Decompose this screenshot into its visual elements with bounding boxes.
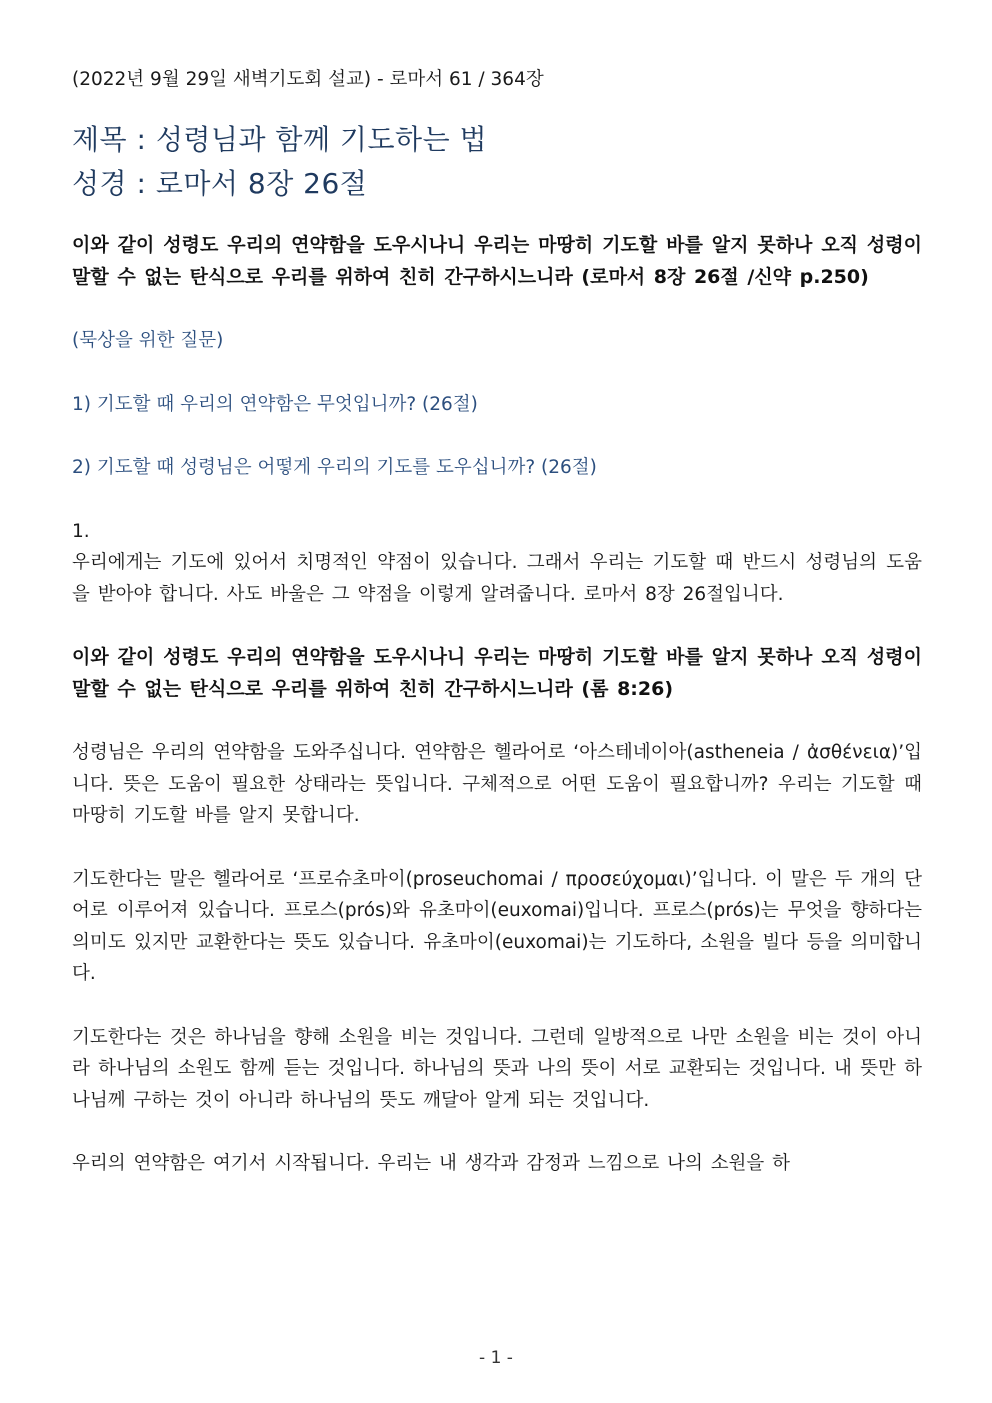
title-block xyxy=(72,118,922,206)
section-paragraph-5: 우리의 연약함은 여기서 시작됩니다. 우리는 내 생각과 감정과 느낌으로 나의 소원을 하 xyxy=(72,1153,791,1174)
section-verse: 이와 같이 성령도 우리의 연약함을 도우시나니 우리는 마땅히 기도할 바를 알지 못하나 오직 성령이 말할 수 없는 탄식으로 우리를 위하여 친히 간구하시느니라 (롬 8:26) xyxy=(72,646,922,700)
section-number: 1. xyxy=(72,520,90,542)
main-verse: 이와 같이 성령도 우리의 연약함을 도우시나니 우리는 마땅히 기도할 바를 알지 못하나 오직 성령이 말할 수 없는 탄식으로 우리를 위하여 친히 간구하시느니라 (로마서 8장 26절 /신약 p.250) xyxy=(72,234,922,288)
section-paragraph-4: 기도한다는 것은 하나님을 향해 소원을 비는 것입니다. 그런데 일방적으로 나만 소원을 비는 것이 아니라 하나님의 소원도 함께 듣는 것입니다. 하나님의 뜻과 나의 뜻이 서로 교환되는 것입니다. 내 뜻만 하나님께 구하는 것이 아니라 하나님의 뜻도 깨달아 알게 되는 것입니다. xyxy=(72,1026,922,1111)
section-paragraph-3: 기도한다는 말은 헬라어로 ‘프로슈초마이(proseuchomai / προσεύχομαι)’입니다. 이 말은 두 개의 단어로 이루어져 있습니다. 프로스(prós)와 유초마이(euxomai)입니다. 프로스(prós)는 무엇을 향하다는 의미도 있지만 교환한다는 뜻도 있습니다. 유초마이(euxomai)는 기도하다, 소원을 빌다 등을 의미합니다. xyxy=(72,868,922,984)
page-number: - 1 - xyxy=(479,1348,513,1368)
meditation-question-1: 1) 기도할 때 우리의 연약함은 무엇입니까? (26절) xyxy=(72,393,478,415)
meditation-heading: (묵상을 위한 질문) xyxy=(72,330,224,351)
section-paragraph-1: 우리에게는 기도에 있어서 치명적인 약점이 있습니다. 그래서 우리는 기도할 때 반드시 성령님의 도움을 받아야 합니다. 사도 바울은 그 약점을 이렇게 알려줍니다. 로마서 8장 26절입니다. xyxy=(72,552,922,605)
section-paragraph-2: 성령님은 우리의 연약함을 도와주십니다. 연약함은 헬라어로 ‘아스테네이아(astheneia / ἀσθένεια)’입니다. 뜻은 도움이 필요한 상태라는 뜻입니다. 구체적으로 어떤 도움이 필요합니까? 우리는 기도할 때 마땅히 기도할 바를 알지 못합니다. xyxy=(72,742,922,826)
meditation-question-2: 2) 기도할 때 성령님은 어떻게 우리의 기도를 도우십니까? (26절) xyxy=(72,457,597,478)
sermon-title: 제목 : 성령님과 함께 기도하는 법 xyxy=(72,123,488,156)
document-page xyxy=(72,64,922,1180)
sermon-header: (2022년 9월 29일 새벽기도회 설교) - 로마서 61 / 364장 xyxy=(72,69,544,90)
scripture-reference: 성경 : 로마서 8장 26절 xyxy=(72,167,368,200)
